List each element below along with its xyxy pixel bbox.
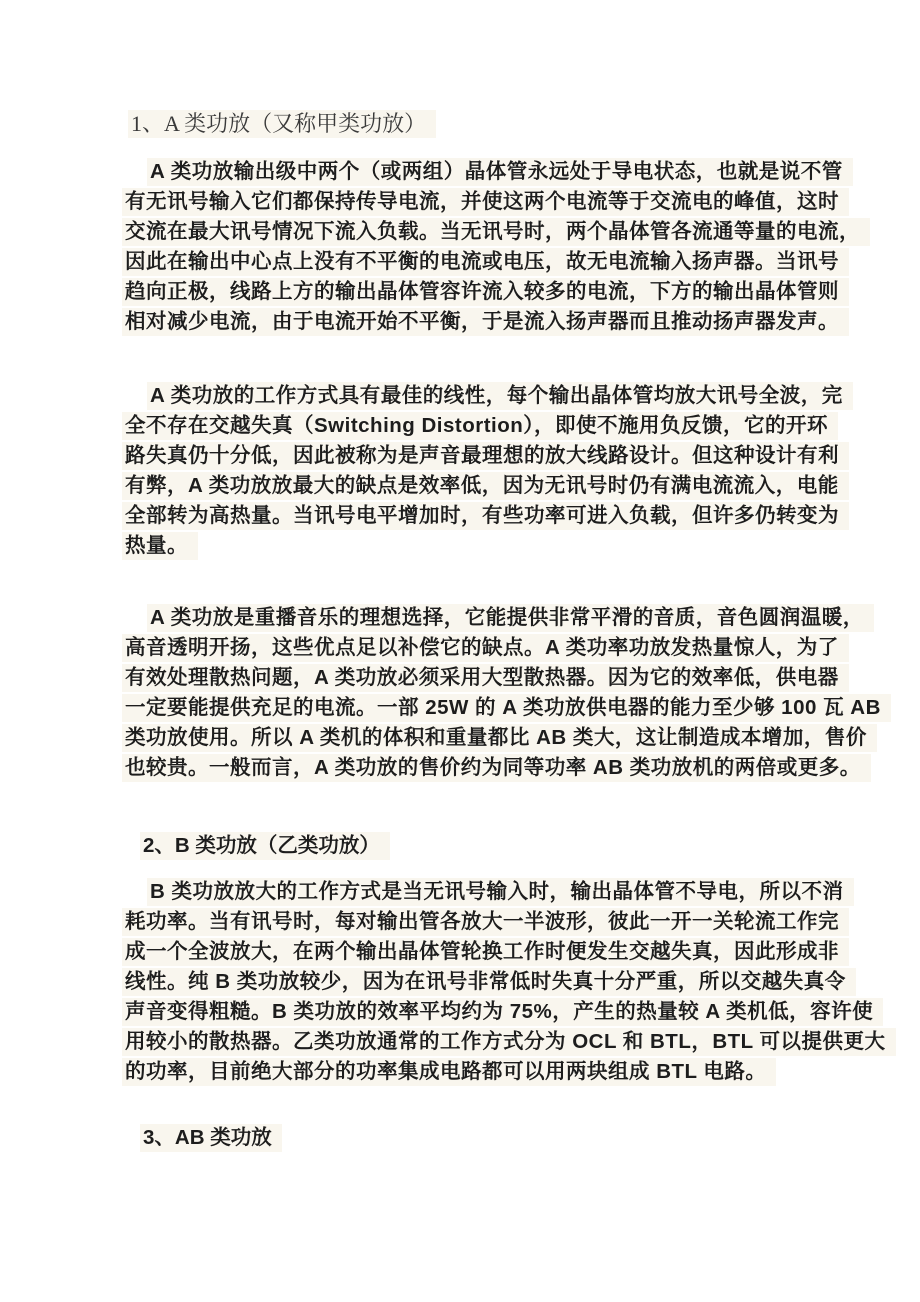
text-line-content: 也较贵。一般而言，A 类功放的售价约为同等功率 AB 类功放机的两倍或更多。 <box>122 754 871 782</box>
text-line <box>122 278 870 308</box>
text-line-content: B 类功放放大的工作方式是当无讯号输入时，输出晶体管不导电，所以不消 <box>147 878 854 906</box>
text-line <box>122 998 874 1028</box>
text-line-content: 类功放使用。所以 A 类机的体积和重量都比 AB 类大，这让制造成本增加，售价 <box>122 724 877 752</box>
text-line <box>122 248 870 278</box>
text-line-content: 高音透明开扬，这些优点足以补偿它的缺点。A 类功率功放发热量惊人，为了 <box>122 634 849 662</box>
text-line <box>122 308 870 338</box>
text-line <box>122 442 870 472</box>
heading-a-class <box>128 110 870 140</box>
text-line-content: 的功率，目前绝大部分的功率集成电路都可以用两块组成 BTL 电路。 <box>122 1058 776 1086</box>
text-line <box>122 532 870 562</box>
paragraph-a-class-linearity <box>122 382 870 562</box>
text-line-content: 一定要能提供充足的电流。一部 25W 的 A 类功放供电器的能力至少够 100 瓦 AB <box>122 694 891 722</box>
heading-b-class-text: 2、B 类功放（乙类功放） <box>140 832 390 860</box>
text-line <box>122 382 870 412</box>
text-line-content: 路失真仍十分低，因此被称为是声音最理想的放大线路设计。但这种设计有利 <box>122 442 849 470</box>
text-line <box>122 218 870 248</box>
text-line-content: A 类功放的工作方式具有最佳的线性，每个输出晶体管均放大讯号全波，完 <box>147 382 853 410</box>
text-line <box>122 1058 870 1088</box>
heading-a-class-text: 1、A 类功放（又称甲类功放） <box>128 110 436 138</box>
text-line-content: 因此在输出中心点上没有不平衡的电流或电压，故无电流输入扬声器。当讯号 <box>122 248 849 276</box>
text-line-content: 用较小的散热器。乙类功放通常的工作方式分为 OCL 和 BTL，BTL 可以提供更大 <box>122 1028 896 1056</box>
text-line-content: 全不存在交越失真（Switching Distortion），即使不施用负反馈，它的开环 <box>122 412 838 440</box>
text-line <box>122 1028 886 1058</box>
paragraph-a-class-operation <box>122 158 870 338</box>
text-line <box>122 604 870 634</box>
text-line-content: 交流在最大讯号情况下流入负载。当无讯号时，两个晶体管各流通等量的电流， <box>122 218 870 246</box>
text-line <box>122 634 870 664</box>
text-line-content: 全部转为高热量。当讯号电平增加时，有些功率可进入负载，但许多仍转变为 <box>122 502 849 530</box>
text-line <box>122 502 870 532</box>
text-line-content: 线性。纯 B 类功放较少，因为在讯号非常低时失真十分严重，所以交越失真令 <box>122 968 856 996</box>
text-line-content: 有效处理散热问题，A 类功放必须采用大型散热器。因为它的效率低，供电器 <box>122 664 849 692</box>
text-line-content: 耗功率。当有讯号时，每对输出管各放大一半波形，彼此一开一关轮流工作完 <box>122 908 849 936</box>
text-line-content: 热量。 <box>122 532 198 560</box>
text-line-content: A 类功放输出级中两个（或两组）晶体管永远处于导电状态，也就是说不管 <box>147 158 853 186</box>
text-line <box>122 968 870 998</box>
text-line-content: 相对减少电流，由于电流开始不平衡，于是流入扬声器而且推动扬声器发声。 <box>122 308 849 336</box>
paragraph-b-class-operation <box>122 878 886 1088</box>
text-line-content: 声音变得粗糙。B 类功放的效率平均约为 75%，产生的热量较 A 类机低，容许使 <box>122 998 883 1026</box>
text-line-content: A 类功放是重播音乐的理想选择，它能提供非常平滑的音质，音色圆润温暖， <box>147 604 874 632</box>
text-line-content: 有弊，A 类功放放最大的缺点是效率低，因为无讯号时仍有满电流流入，电能 <box>122 472 849 500</box>
text-line-content: 成一个全波放大，在两个输出晶体管轮换工作时便发生交越失真，因此形成非 <box>122 938 849 966</box>
text-line <box>122 908 870 938</box>
text-line <box>122 158 870 188</box>
text-line <box>122 472 870 502</box>
text-line <box>122 412 870 442</box>
paragraph-a-class-sound-quality <box>122 604 881 784</box>
text-line-content: 趋向正极，线路上方的输出晶体管容许流入较多的电流，下方的输出晶体管则 <box>122 278 849 306</box>
text-line-content: 有无讯号输入它们都保持传导电流，并使这两个电流等于交流电的峰值，这时 <box>122 188 849 216</box>
text-line <box>122 724 870 754</box>
heading-b-class <box>140 832 870 862</box>
text-line <box>122 664 870 694</box>
heading-ab-class <box>140 1124 870 1154</box>
text-line <box>122 938 870 968</box>
text-line <box>122 188 870 218</box>
text-line <box>122 754 870 784</box>
text-line <box>122 694 881 724</box>
text-line <box>122 878 870 908</box>
heading-ab-class-text: 3、AB 类功放 <box>140 1124 282 1152</box>
